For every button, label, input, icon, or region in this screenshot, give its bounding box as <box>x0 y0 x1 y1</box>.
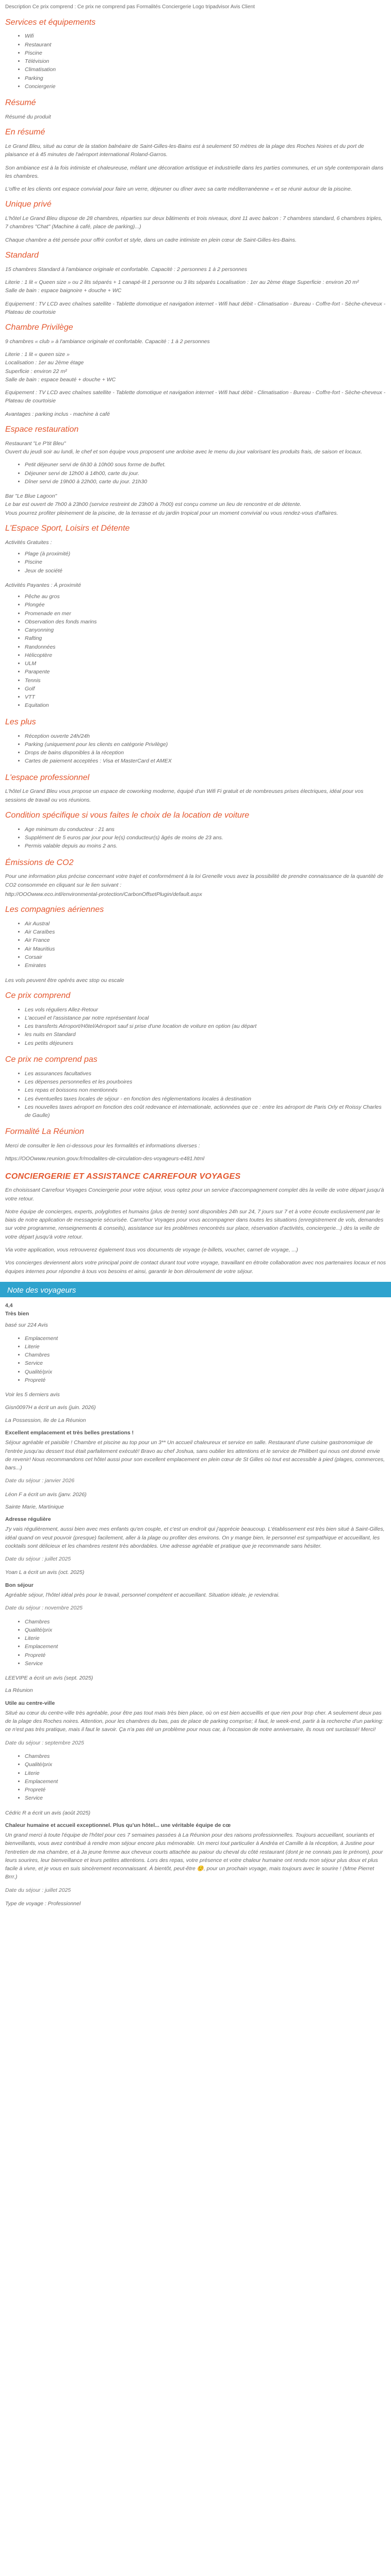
sport-paid-list <box>5 592 386 710</box>
restauration-list <box>5 461 386 486</box>
airline-item: • Corsair <box>25 953 386 961</box>
conciergerie-title: CONCIERGERIE ET ASSISTANCE CARREFOUR VOYAGES <box>5 1172 241 1181</box>
review-location: La Possession, Ile de La Réunion <box>5 1417 86 1423</box>
conciergerie-paragraph: Via votre application, vous retrouverez également tous vos documents de voyage (e-billets, voucher, carnet de voyage, ...) <box>5 1247 298 1253</box>
review-stay-date: Date du séjour : juillet 2025 <box>5 1556 71 1563</box>
condition-title: Condition spécifique si vous faites le choix de la location de voiture <box>5 810 250 820</box>
conciergerie-paragraph: Notre équipe de concierges, experts, polyglottes et humains (plus de trente) sont disponibles 24h sur 24, 7 jours sur 7 et à votre écoute exclusivement par le biais de notre application de messagerie sécurisée. Carrefour Voyages pour vous accompagner dans toutes les situations (enregistrement de vols, demandes sur votre programme, renseignements & conseils), assistance sur les problèmes rencontrés sur place, réservation d'activités, conciergerie...) dès la veille de votre départ jusqu'à votre retour. <box>5 1208 384 1240</box>
review-title: Excellent emplacement et très belles prestations ! <box>5 1430 134 1436</box>
airline-item: • Air Mauritius <box>25 945 386 953</box>
review-criterion: • Chambres <box>25 1618 386 1626</box>
rating-score: 4,4 <box>5 1302 13 1309</box>
review-criterion: • Literie <box>25 1634 386 1642</box>
service-item: • Conciergerie <box>25 82 386 91</box>
review-criterion: • Emplacement <box>25 1777 386 1786</box>
bar-title: Bar "Le Blue Lagoon" <box>5 493 57 500</box>
review-location: La Réunion <box>5 1687 33 1694</box>
review-stay-date: Date du séjour : novembre 2025 <box>5 1605 83 1612</box>
review-title: Bon séjour <box>5 1582 34 1588</box>
airline-item: • Air Austral <box>25 920 386 928</box>
service-item: • Climatisation <box>25 65 386 74</box>
sport-free-item: • Piscine <box>25 558 386 566</box>
review-body: Agréable séjour, l'hôtel idéal près pour le travail, personnel compétent et accueillant. Situation idéale, je reviendrai. <box>5 1591 280 1598</box>
sport-paid-item: • Hélicoptère <box>25 651 386 659</box>
compagnies-title: Les compagnies aériennes <box>5 905 104 914</box>
review-body: Situé au cœur du centre-ville très agréable, pour être pas tout mais très bien place, où on est bien accueillis et que rien pour trop cher. A seulement deux pas de la plage des Roches noires. Attention, pour les chambres du bas, pas de place de parking comprise; il faut, le week-end, partir à la recherche d'un parking: ce n'est pas très pratique, mais il faut le savoir. Ça n'a pas été un problème pour nous car, à l'occasion de notre anniversaire, ils nous ont surclassé! Merci! <box>5 1709 383 1733</box>
review-location: Sainte Marie, Martinique <box>5 1503 64 1510</box>
standard-title: Standard <box>5 250 39 260</box>
les-plus-list <box>5 732 386 766</box>
see-more-reviews-link[interactable]: Voir les 5 derniers avis <box>5 1392 60 1398</box>
les-plus-item: • Réception ouverte 24h/24h <box>25 732 386 740</box>
comprend-item: • Les transferts Aéroport/Hôtel/Aéroport sauf si prise d'une location de voiture en option (au départ <box>25 1022 386 1030</box>
sport-paid-item: • VTT <box>25 693 386 701</box>
chambre-paragraph: Avantages : parking inclus - machine à café <box>5 411 110 417</box>
comprend-item: • les nuits en Standard <box>25 1030 386 1039</box>
ne-comprend-item: • Les nouvelles taxes aéroport en fonction des coût redevance et internationale, actionnées que ce : entre les aéroport de Paris Orly et Roissy Charles de Gaulle) <box>25 1103 386 1120</box>
review-body: Séjour agréable et paisible ! Chambre et piscine au top pour un 3** Un accueil chaleureux et service en salle. Restaurant d'une cuisine gastronomique de l'entrée jusqu'au dessert tout était parfaitement exécuté! Bravo au chef Joshua, sans oublier les attentions et le service de Philibert qui nous ont donné envie de revenir! Nous recommandons cet hôtel aussi pour son excellent emplacement en plein cœur de St Gilles où tout est accessible à pied (plages, commerces, bars...) <box>5 1439 385 1471</box>
sport-free-label: Activités Gratuites : <box>5 539 52 546</box>
ne-comprend-title: Ce prix ne comprend pas <box>5 1055 97 1064</box>
review-criteria-list <box>5 1752 386 1803</box>
sport-free-item: • Plage (à proximité) <box>25 550 386 558</box>
standard-paragraph: Literie : 1 lit « Queen size » ou 2 lits séparés + 1 canapé-lit 1 personne ou 3 lits séparés Localisation : 1er au 2ème étage Superficie : environ 20 m² Salle de bain : espace baignoire + douche + WC <box>5 279 359 294</box>
review-stay-date: Date du séjour : janvier 2026 <box>5 1478 75 1484</box>
rating-criterion: • Propreté <box>25 1376 386 1384</box>
sport-paid-item: • Observation des fonds marins <box>25 618 386 626</box>
service-item: • Parking <box>25 74 386 82</box>
conciergerie-paragraph: En choisissant Carrefour Voyages Conciergerie pour votre séjour, vous optez pour un service d'accompagnement complet dès la veille de votre départ jusqu'à votre retour. <box>5 1187 384 1202</box>
rating-criterion: • Qualité/prix <box>25 1368 386 1376</box>
compagnies-note: Les vols peuvent être opérés avec stop ou escale <box>5 977 124 984</box>
service-item: • Restaurant <box>25 41 386 49</box>
review-criterion: • Qualité/prix <box>25 1760 386 1769</box>
review-criterion: • Service <box>25 1794 386 1802</box>
les-plus-title: Les plus <box>5 717 36 726</box>
review-criteria-list <box>5 1618 386 1668</box>
en-resume-paragraph: Le Grand Bleu, situé au cœur de la station balnéaire de Saint-Gilles-les-Bains est à seulement 50 mètres de la plage des Roches Noires et du port de plaisance et à 45 minutes de l'aéroport international Roland-Garros. <box>5 143 364 158</box>
review-body: J'y vais régulièrement, aussi bien avec mes enfants qu'en couple, et c'est un endroit qui j'apprécie beaucoup. L'établissement est très bien situé à Saint-Gilles, idéal quand on veut pouvoir (presque) facilement, aller à la plage ou profiter des environs. On y mange bien, le personnel est sympathique et accueillant, les cocktails sont délicieux et les chambres restent très abordables. Une adresse agréable et pratique que je recommande sans hésiter. <box>5 1526 385 1549</box>
service-item: • Piscine <box>25 49 386 57</box>
condition-item: • Permis valable depuis au moins 2 ans. <box>25 842 386 850</box>
rating-criterion: • Chambres <box>25 1351 386 1359</box>
sport-paid-item: • Parapente <box>25 668 386 676</box>
review-title: Utile au centre-ville <box>5 1700 55 1706</box>
review-author: Cédric R a écrit un avis (août 2025) <box>5 1809 91 1816</box>
top-description: Description Ce prix comprend : Ce prix ne comprend pas Formalités Conciergerie Logo tripadvisor Avis Client <box>5 4 255 10</box>
sport-paid-item: • Golf <box>25 685 386 693</box>
chambre-paragraph: Equipement : TV LCD avec chaînes satellite - Tablette domotique et navigation internet - Wifi haut débit - Climatisation - Bureau - Coffre-fort - Sèche-cheveux - Plateau de courtoisie <box>5 389 386 404</box>
rating-criterion: • Literie <box>25 1343 386 1351</box>
les-plus-item: • Drops de bains disponibles à la réception <box>25 749 386 757</box>
chambre-paragraph: Literie : 1 lit « queen size » Localisation : 1er au 2ème étage Superficie : environ 22 m² Salle de bain : espace beauté + douche + WC <box>5 351 116 383</box>
condition-item: • Age minimum du conducteur : 21 ans <box>25 825 386 834</box>
review-author: LEEVIPE a écrit un avis (sept. 2025) <box>5 1675 93 1682</box>
sport-paid-item: • Rafting <box>25 634 386 642</box>
comprend-item: • Les vols réguliers Allez-Retour <box>25 1006 386 1014</box>
conciergerie-paragraph: Vos concierges deviennent alors votre principal point de contact durant tout votre voyage, travaillant en étroite collaboration avec nos partenaires locaux et nos équipes internes pour répondre à tous vos besoins et ainsi, garantir le bon déroulement de votre séjour. <box>5 1260 386 1275</box>
comprend-item: • L'accueil et l'assistance par notre représentant local <box>25 1014 386 1022</box>
les-plus-item: • Parking (uniquement pour les clients en catégorie Privilège) <box>25 740 386 749</box>
sport-paid-item: • Canyonning <box>25 626 386 634</box>
rating-criteria-list <box>5 1334 386 1385</box>
standard-paragraph: 15 chambres Standard à l'ambiance originale et confortable. Capacité : 2 personnes 1 à 2 personnes <box>5 266 247 273</box>
sport-free-list <box>5 550 386 575</box>
unique-paragraph: L'hôtel Le Grand Bleu dispose de 28 chambres, réparties sur deux bâtiments et trois niveaux, dont 11 avec balcon : 7 chambres standard, 6 chambres triples, 7 chambres "Chat" (Machine à café, place de parking)...) <box>5 215 383 230</box>
sport-paid-item: • Tennis <box>25 676 386 685</box>
rating-criterion: • Service <box>25 1359 386 1367</box>
rating-based: basé sur 224 Avis <box>5 1322 48 1329</box>
chambre-paragraph: 9 chambres « club » à l'ambiance originale et confortable. Capacité : 1 à 2 personnes <box>5 338 210 345</box>
review-criterion: • Chambres <box>25 1752 386 1760</box>
standard-paragraph: Equipement : TV LCD avec chaînes satellite - Tablette domotique et navigation internet - Wifi haut débit - Climatisation - Bureau - Coffre-fort - Sèche-cheveux - Plateau de courtoisie <box>5 300 386 315</box>
formalite-title: Formalité La Réunion <box>5 1127 84 1137</box>
review-author: Gisn0097H a écrit un avis (juin. 2026) <box>5 1404 96 1411</box>
sport-paid-item: • Promenade en mer <box>25 609 386 618</box>
review-stay-date: Date du séjour : septembre 2025 <box>5 1739 84 1746</box>
service-item: • Wifi <box>25 32 386 40</box>
bar-text: Le bar est ouvert de 7h00 à 23h00 (service restreint de 23h00 à 7h00) est conçu comme un lieu de rencontre et de détente. Vous pourrez profiter pleinement de la piscine, de la terrasse et du jardin tropical pour un moment convivial ou vous rendez-vous d'affaires. <box>5 501 338 516</box>
restauration-title: Espace restauration <box>5 425 79 434</box>
services-title: Services et équipements <box>5 18 96 27</box>
review-criterion: • Literie <box>25 1769 386 1777</box>
sport-paid-item: • Plongée <box>25 601 386 609</box>
formalite-link[interactable]: https://OOOwww.reunion.gouv.fr/modalites-de-circulation-des-voyageurs-e481.html <box>5 1156 205 1162</box>
rating-criterion: • Emplacement <box>25 1334 386 1343</box>
ne-comprend-item: • Les dépenses personnelles et les pourboires <box>25 1078 386 1086</box>
sport-free-item: • Jeux de société <box>25 567 386 575</box>
airline-item: • Emirates <box>25 961 386 970</box>
condition-item: • Supplément de 5 euros par jour pour le(s) conducteur(s) âgés de moins de 23 ans. <box>25 834 386 842</box>
restauration-item: • Déjeuner servi de 12h00 à 14h00, carte du jour. <box>25 469 386 478</box>
sport-paid-item: • Equitation <box>25 701 386 709</box>
resume-title: Résumé <box>5 98 36 108</box>
ne-comprend-item: • Les assurances facultatives <box>25 1070 386 1078</box>
sport-title: L'Espace Sport, Loisirs et Détente <box>5 523 130 533</box>
rating-word: Très bien <box>5 1311 29 1317</box>
unique-paragraph: Chaque chambre a été pensée pour offrir confort et style, dans un cadre intimiste en plein cœur de Saint-Gilles-les-Bains. <box>5 236 297 243</box>
comprend-item: • Les petits déjeuners <box>25 1039 386 1047</box>
restauration-paragraph: Restaurant "Le P'tit Bleu" Ouvert du jeudi soir au lundi, le chef et son équipe vous proposent une ardoise avec le menu du jour valorisant les produits frais, de saison et locaux. <box>5 440 363 455</box>
review-title: Adresse régulière <box>5 1516 51 1523</box>
notes-banner: Note des voyageurs <box>0 1282 391 1297</box>
pro-text: L'hôtel Le Grand Bleu vous propose un espace de coworking moderne, équipé d'un Wifi Fi gratuit et de nombreuses prises électriques, idéal pour vos sessions de travail ou vos réunions. <box>5 788 364 803</box>
restauration-item: • Dîner servi de 19h00 à 22h00, carte du jour. 21h30 <box>25 478 386 486</box>
emissions-text: Pour une information plus précise concernant votre trajet et conformément à la loi Grenelle vous avez la possibilité de prendre connaissance de la quantité de CO2 consommée en cliquant sur le lien suivant : <box>5 873 384 888</box>
en-resume-paragraph: Son ambiance est à la fois intimiste et chaleureuse, mêlant une décoration artistique et industrielle dans les parties communes, et un style contemporain dans les chambres. <box>5 164 384 179</box>
resume-text: Résumé du produit <box>5 113 51 120</box>
review-title: Chaleur humaine et accueil exceptionnel. Plus qu'un hôtel... une véritable équipe de cœ <box>5 1822 231 1828</box>
comprend-list <box>5 1006 386 1047</box>
unique-title: Unique privé <box>5 200 52 209</box>
review-criterion: • Emplacement <box>25 1642 386 1651</box>
review-body: Un grand merci à toute l'équipe de l'hôtel pour ces 7 semaines passées à La Réunion pour des raisons professionnelles. Toujours accueillant, souriants et bienveillants, vous avez contribué à rendre mon séjour encore plus mémorable. Un merci tout particulier à Andréa et Camille à la réception, à Justine pour l'entretien de ma chambre, et à Ja jeune femme aux cheveux courts attachée au paiour du cheval du côté restaurant (dont je ne connais pas le prénom), pour leurs sourires, leur bienveillance et leurs petites attentions. Lors des repas, votre présence et votre chaleur humaine ont rendu mon séjour plus doux et plus facile à vivre, et je vous en suis sincèrement reconnaissant. À bientôt, peut-être ☺️, pour un prochain voyage, mais toujours avec le sourire ! (Mme Pierret Brrr.) <box>5 1832 383 1880</box>
chambre-privilege-title: Chambre Privilège <box>5 323 73 332</box>
ne-comprend-list <box>5 1070 386 1120</box>
service-item: • Télévision <box>25 57 386 65</box>
en-resume-title: En résumé <box>5 128 45 137</box>
en-resume-paragraph: L'offre et les clients ont espace convivial pour faire un verre, déjeuner ou dîner avec sa carte méditerranéenne « et se réunir autour de la piscine. <box>5 186 352 193</box>
emissions-title: Émissions de CO2 <box>5 858 74 867</box>
review-criterion: • Propreté <box>25 1786 386 1794</box>
review-criterion: • Propreté <box>25 1651 386 1659</box>
emissions-link[interactable]: http://OOOwww.eco.intl/environmental-protection/CarbonOffsetPlugin/default.aspx <box>5 891 202 897</box>
condition-list <box>5 825 386 851</box>
sport-paid-item: • Randonnées <box>25 643 386 651</box>
formalite-text: Merci de consulter le lien ci-dessous pour les formalités et informations diverses : <box>5 1143 200 1149</box>
sport-paid-item: • ULM <box>25 659 386 668</box>
compagnies-list <box>5 920 386 970</box>
trip-type: Type de voyage : Professionnel <box>5 1900 81 1907</box>
les-plus-item: • Cartes de paiement acceptées : Visa et MasterCard et AMEX <box>25 757 386 765</box>
restauration-item: • Petit déjeuner servi de 6h30 à 10h00 sous forme de buffet. <box>25 461 386 469</box>
review-stay-date: Date du séjour : juillet 2025 <box>5 1887 71 1893</box>
airline-item: • Air Caraïbes <box>25 928 386 936</box>
comprend-title: Ce prix comprend <box>5 991 71 1000</box>
airline-item: • Air France <box>25 936 386 944</box>
review-author: Yoan L a écrit un avis (oct. 2025) <box>5 1569 85 1576</box>
review-criterion: • Qualité/prix <box>25 1626 386 1634</box>
services-list <box>5 32 386 91</box>
sport-paid-item: • Pêche au gros <box>25 592 386 601</box>
pro-title: L'espace professionnel <box>5 773 90 782</box>
ne-comprend-item: • Les éventuelles taxes locales de séjour - en fonction des réglementations locales à destination <box>25 1095 386 1103</box>
sport-paid-label: Activités Payantes : À proximité <box>5 582 82 588</box>
review-author: Léon F a écrit un avis (janv. 2026) <box>5 1491 87 1498</box>
review-criterion: • Service <box>25 1659 386 1668</box>
ne-comprend-item: • Les repas et boissons non mentionnés <box>25 1086 386 1094</box>
